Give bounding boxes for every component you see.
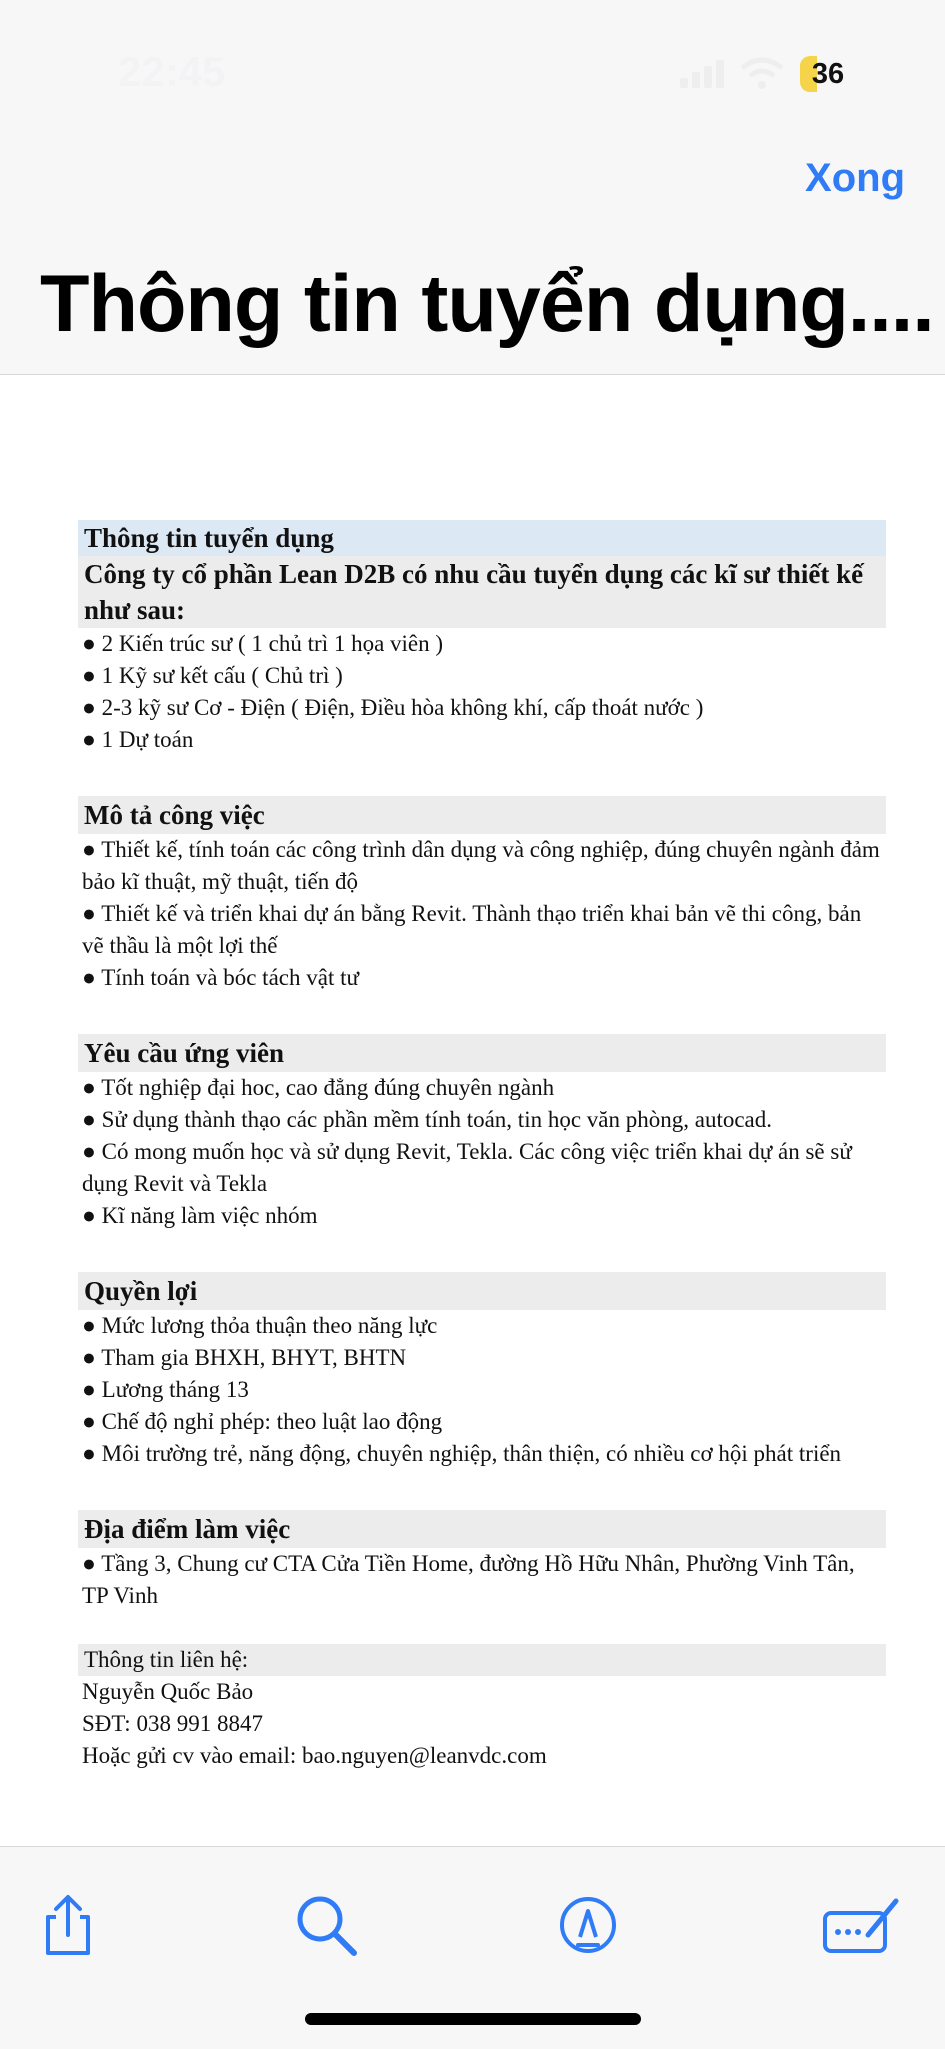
list-item: ● Có mong muốn học và sử dụng Revit, Tekla. Các công việc triển khai dự án sẽ sử dụng Revit và Tekla [82,1139,852,1196]
markup-icon[interactable] [554,1891,622,1959]
list-item: ● Tốt nghiệp đại hoc, cao đẳng đúng chuyên ngành [82,1075,555,1100]
signal-icon [680,60,724,88]
document-intro: Công ty cổ phần Lean D2B có nhu cầu tuyển dụng các kĩ sư thiết kế như sau: [78,556,886,628]
list-item: ● 1 Kỹ sư kết cấu ( Chủ trì ) [82,663,343,688]
list-item: ● Tham gia BHXH, BHYT, BHTN [82,1345,407,1370]
list-item: ● 2-3 kỹ sư Cơ - Điện ( Điện, Điều hòa không khí, cấp thoát nước ) [82,695,704,720]
list-item: ● Lương tháng 13 [82,1377,249,1402]
battery-level: 36 [800,56,856,92]
document-title: Thông tin tuyển dụng [78,520,886,556]
list-item: ● 1 Dự toán [82,727,194,752]
keyboard-edit-icon[interactable] [822,1891,902,1959]
contact-email: Hoặc gửi cv vào email: bao.nguyen@leanvdc.com [82,1743,547,1768]
list-item: ● Thiết kế và triển khai dự án bằng Revit. Thành thạo triển khai bản vẽ thi công, bản vẽ thầu là một lợi thế [82,901,862,958]
status-icons [680,54,880,94]
home-indicator[interactable] [305,2013,641,2025]
nav-header [0,0,945,375]
contact-phone: SĐT: 038 991 8847 [82,1711,263,1736]
contact-heading: Thông tin liên hệ: [78,1644,886,1676]
done-button[interactable]: Xong [805,156,905,200]
list-item: ● Tầng 3, Chung cư CTA Cửa Tiền Home, đường Hồ Hữu Nhân, Phường Vinh Tân, TP Vinh [82,1551,855,1608]
list-item: ● Thiết kế, tính toán các công trình dân dụng và công nghiệp, đúng chuyên ngành đảm bảo kĩ thuật, mỹ thuật, tiến độ [82,837,880,894]
list-item: ● Môi trường trẻ, năng động, chuyên nghiệp, thân thiện, có nhiều cơ hội phát triển [82,1441,842,1466]
status-time: 22:45 [118,48,226,95]
list-item: ● Chế độ nghỉ phép: theo luật lao động [82,1409,443,1434]
document-content [78,520,886,1772]
page-title: Thông tin tuyển dụng.... [40,259,934,349]
list-item: ● Kĩ năng làm việc nhóm [82,1203,318,1228]
section-heading-benefits: Quyền lợi [78,1272,886,1310]
list-item: ● Tính toán và bóc tách vật tư [82,965,359,990]
section-heading-location: Địa điểm làm việc [78,1510,886,1548]
section-heading-job-description: Mô tả công việc [78,796,886,834]
contact-name: Nguyễn Quốc Bảo [82,1679,254,1704]
positions-list [78,628,886,756]
list-item: ● 2 Kiến trúc sư ( 1 chủ trì 1 họa viên ) [82,631,444,656]
share-icon[interactable] [34,1891,102,1959]
wifi-icon [740,56,784,90]
search-icon[interactable] [292,1891,360,1959]
list-item: ● Sử dụng thành thạo các phần mềm tính toán, tin học văn phòng, autocad. [82,1107,773,1132]
list-item: ● Mức lương thỏa thuận theo năng lực [82,1313,438,1338]
section-heading-requirements: Yêu cầu ứng viên [78,1034,886,1072]
